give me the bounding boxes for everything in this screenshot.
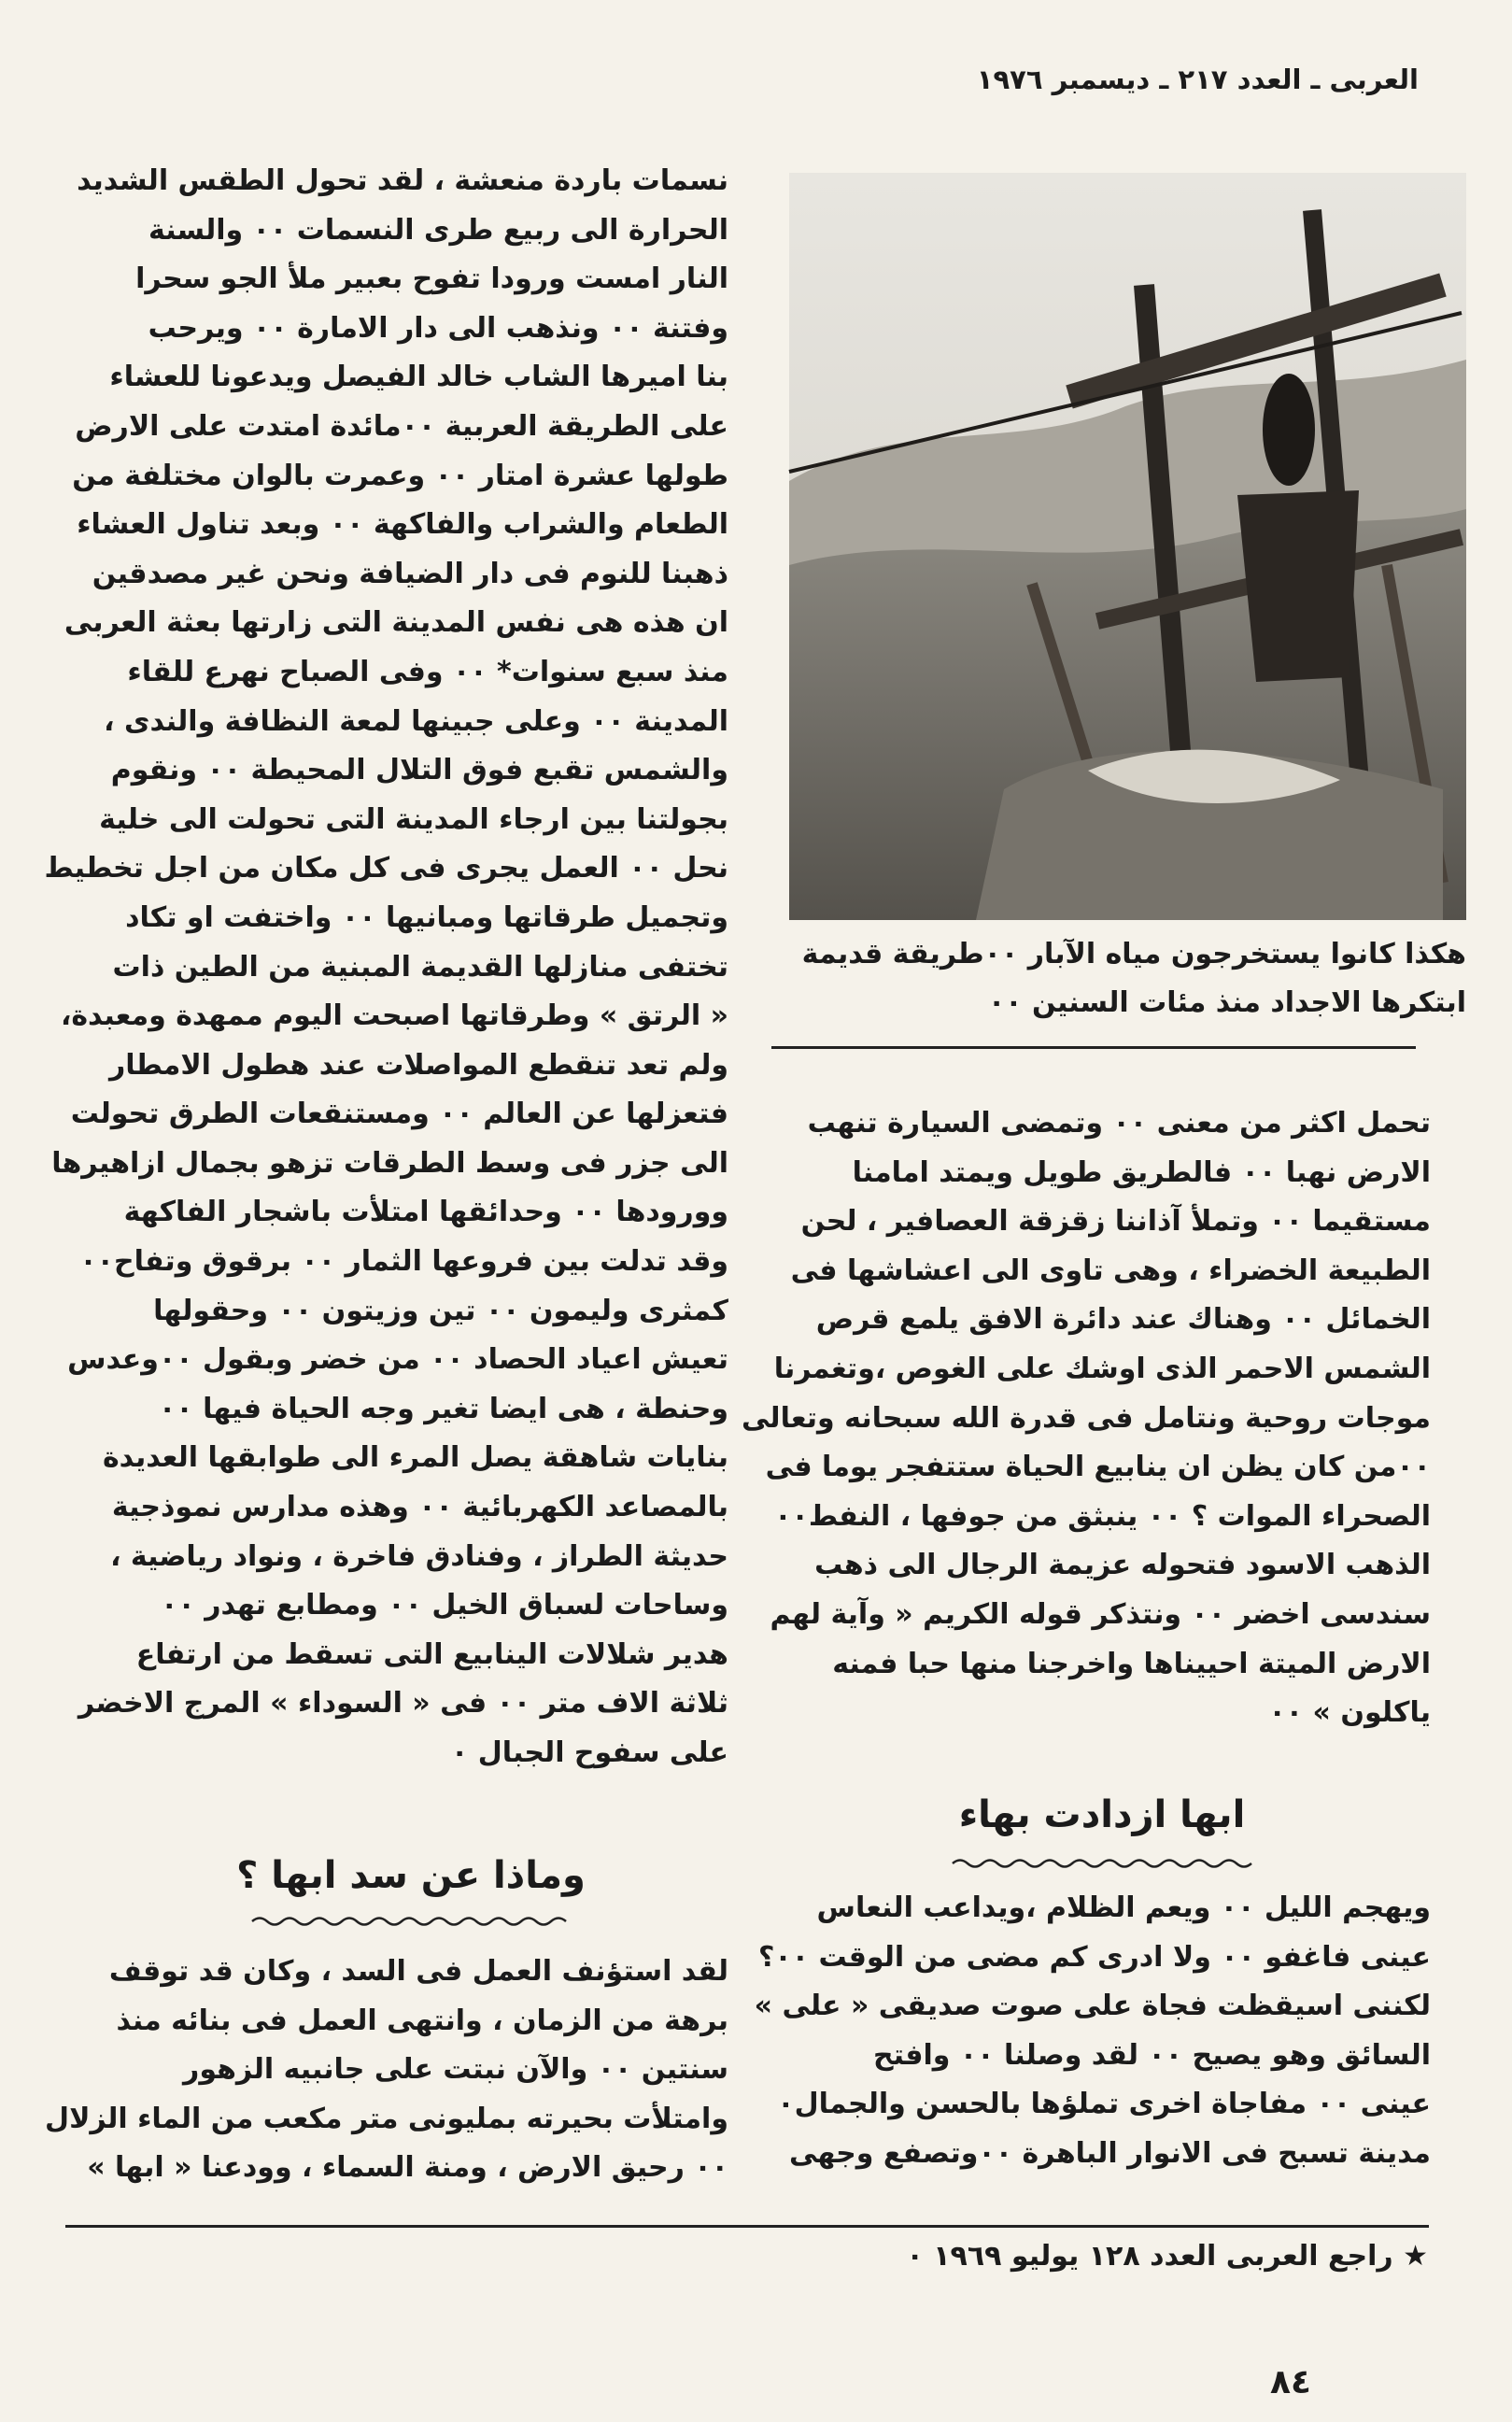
text-line: وفتنة ٠٠ ونذهب الى دار الامارة ٠٠ ويرحب [148, 311, 728, 345]
text-line: موجات روحية ونتامل فى قدرة الله سبحانه وتعالى [741, 1401, 1431, 1435]
text-line: فتعزلها عن العالم ٠٠ ومستنقعات الطرق تحولت [70, 1098, 728, 1131]
text-line: حديثة الطراز ، وفنادق فاخرة ، ونواد رياضية ، [110, 1539, 728, 1573]
photo-caption [771, 930, 1466, 1027]
text-line: الارض الميتة احييناها واخرجنا منها حبا فمنه [832, 1647, 1431, 1680]
left-column-bottom-text [45, 1948, 728, 2193]
right-column-bottom-text [754, 1884, 1431, 2179]
text-line: وامتلأت بحيرته بمليونى متر مكعب من الماء الزلال [45, 2102, 728, 2135]
text-line: عينى ٠٠ مفاجاة اخرى تملؤها بالحسن والجمال٠ [777, 2088, 1431, 2121]
text-line: لكننى اسيقظت فجاة على صوت صديقى « على » [754, 1990, 1431, 2023]
subhead-dam: وماذا عن سد ابها ؟ [236, 1854, 586, 1897]
running-header: العربى ـ العدد ٢١٧ ـ ديسمبر ١٩٧٦ [976, 64, 1419, 95]
text-line: نسمات باردة منعشة ، لقد تحول الطقس الشديد [77, 164, 728, 197]
text-line: ياكلون » ٠٠ [1268, 1696, 1431, 1730]
text-line: تحمل اكثر من معنى ٠٠ وتمضى السيارة تنهب [807, 1107, 1431, 1140]
text-line: بجولتنا بين ارجاء المدينة التى تحولت الى خلية [99, 802, 728, 836]
text-line: وحنطة ، هى ايضا تغير وجه الحياة فيها ٠٠ [159, 1392, 728, 1425]
text-line: نحل ٠٠ العمل يجرى فى كل مكان من اجل تخطيط [44, 852, 728, 885]
page-number: ٨٤ [1270, 2363, 1311, 2401]
text-line: ذهبنا للنوم فى دار الضيافة ونحن غير مصدقين [92, 557, 728, 590]
caption-line: هكذا كانوا يستخرجون مياه الآبار ٠٠طريقة قديمة [801, 938, 1466, 970]
text-line: بنا اميرها الشاب خالد الفيصل ويدعونا للعشاء [109, 361, 728, 394]
text-line: ان هذه هى نفس المدينة التى زارتها بعثة العربى [64, 606, 728, 640]
text-line: الطبيعة الخضراء ، وهى تاوى الى اعشاشها فى [790, 1253, 1431, 1287]
well-photo-illustration [789, 173, 1466, 920]
text-line: الحرارة الى ربيع طرى النسمات ٠٠ والسنة [148, 213, 728, 247]
text-line: الخمائل ٠٠ وهناك عند دائرة الافق يلمع قرص [815, 1303, 1431, 1337]
text-line: ولم تعد تنقطع المواصلات عند هطول الامطار [108, 1048, 728, 1082]
text-line: وساحات لسباق الخيل ٠٠ ومطابع تهدر ٠٠ [161, 1589, 728, 1622]
text-line: الطعام والشراب والفاكهة ٠٠ وبعد تناول العشاء [77, 508, 728, 542]
text-line: هدير شلالات الينابيع التى تسقط من ارتفاع [135, 1637, 728, 1671]
text-line: المدينة ٠٠ وعلى جبينها لمعة النظافة والندى ، [104, 704, 728, 738]
text-line: الصحراء الموات ؟ ٠٠ ينبثق من جوفها ، النفط٠٠ [774, 1499, 1431, 1533]
text-line: تعيش اعياد الحصاد ٠٠ من خضر وبقول ٠٠وعدس [67, 1343, 728, 1377]
text-line: « الرتق » وطرقاتها اصبحت اليوم ممهدة ومعبدة، [60, 999, 728, 1033]
footnote-divider [65, 2225, 1429, 2228]
text-line: برهة من الزمان ، وانتهى العمل فى بنائه منذ [116, 2004, 728, 2037]
text-line: على سفوح الجبال ٠ [451, 1736, 728, 1769]
text-line: الارض نهبا ٠٠ فالطريق طويل ويمتد امامنا [852, 1155, 1431, 1189]
left-column-text [44, 157, 728, 1778]
text-line: ثلاثة الاف متر ٠٠ فى « السوداء » المرج الاخضر [78, 1687, 728, 1721]
text-line: عينى فاغفو ٠٠ ولا ادرى كم مضى من الوقت ٠٠؟ [757, 1940, 1431, 1974]
subhead-abha: ابها ازدادت بهاء [958, 1793, 1246, 1836]
text-line: بنايات شاهقة يصل المرء الى طوابقها العديدة [102, 1441, 728, 1475]
text-line: ٠٠من كان يظن ان ينابيع الحياة ستتفجر يوما فى [765, 1451, 1431, 1484]
text-line: سندسى اخضر ٠٠ ونتذكر قوله الكريم « وآية لهم [770, 1597, 1431, 1631]
text-line: كمثرى وليمون ٠٠ تين وزيتون ٠٠ وحقولها [153, 1294, 728, 1327]
text-line: لقد استؤنف العمل فى السد ، وكان قد توقف [108, 1955, 728, 1988]
text-line: الذهب الاسود فتحوله عزيمة الرجال الى ذهب [814, 1549, 1431, 1582]
well-photo [789, 173, 1466, 920]
right-column-text [741, 1099, 1431, 1738]
text-line: الشمس الاحمر الذى اوشك على الغوص ،وتغمرنا [773, 1352, 1431, 1385]
text-line: النار امست ورودا تفوح بعبير ملأ الجو سحرا [135, 262, 728, 296]
text-line: تختفى منازلها القديمة المبنية من الطين ذات [112, 950, 728, 984]
text-line: على الطريقة العربية ٠٠مائدة امتدت على الارض [75, 409, 728, 443]
text-line: السائق وهو يصيح ٠٠ لقد وصلنا ٠٠ وافتح [873, 2038, 1431, 2072]
text-line: وورودها ٠٠ وحدائقها امتلأت باشجار الفاكهة [123, 1196, 728, 1229]
text-line: منذ سبع سنوات* ٠٠ وفى الصباح نهرع للقاء [127, 655, 728, 688]
wavy-underline [953, 1857, 1261, 1870]
text-line: وتجميل طرقاتها ومبانيها ٠٠ واختفت او تكاد [125, 900, 728, 934]
text-line: طولها عشرة امتار ٠٠ وعمرت بالوان مختلفة من [72, 459, 728, 492]
caption-line: ابتكرها الاجداد منذ مئات السنين ٠٠ [987, 986, 1466, 1019]
caption-divider [771, 1046, 1416, 1049]
wavy-underline [252, 1915, 570, 1928]
text-line: ٠٠ رحيق الارض ، ومنة السماء ، وودعنا « ابها » [87, 2151, 728, 2185]
text-line: مدينة تسبح فى الانوار الباهرة ٠٠وتصفع وجهى [788, 2136, 1431, 2170]
text-line: الى جزر فى وسط الطرقات تزهو بجمال ازاهيرها [51, 1146, 728, 1180]
text-line: سنتين ٠٠ والآن نبتت على جانبيه الزهور [183, 2053, 728, 2087]
text-line: والشمس تقبع فوق التلال المحيطة ٠٠ ونقوم [110, 754, 728, 787]
text-line: بالمصاعد الكهربائية ٠٠ وهذه مدارس نموذجية [111, 1491, 728, 1524]
text-line: وقد تدلت بين فروعها الثمار ٠٠ برقوق وتفاح٠٠ [79, 1245, 728, 1279]
footnote: ★ راجع العربى العدد ١٢٨ يوليو ١٩٦٩ ٠ [906, 2240, 1428, 2273]
text-line: ويهجم الليل ٠٠ ويعم الظلام ،ويداعب النعاس [816, 1891, 1431, 1924]
text-line: مستقيما ٠٠ وتملأ آذاننا زقزقة العصافير ، لحن [800, 1205, 1431, 1239]
